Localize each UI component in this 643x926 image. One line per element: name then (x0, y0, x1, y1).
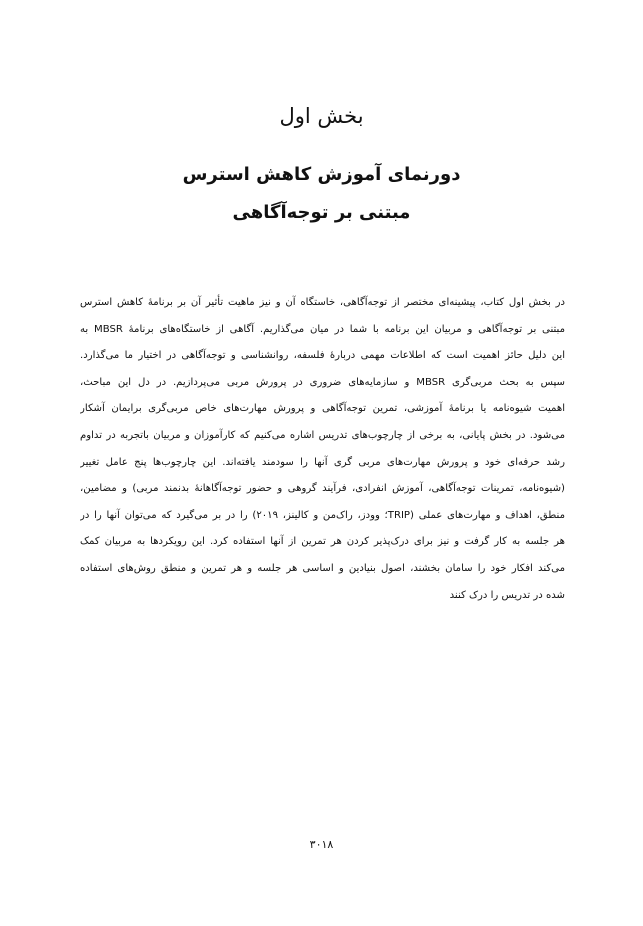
page-number: ۳۰۱۸ (309, 838, 334, 851)
body-line: می‌کند افکار خود را سامان بخشند، اصول بنیادین و اساسی هر جلسه و هر تمرین و منطق روش‌های استفاده (80, 562, 565, 574)
body-line: منطق، اهداف و مهارت‌های عملی (TRIP؛ وودز، راک‌من و کالینز، ۲۰۱۹) را در بر می‌گیرد که می‌توان آنها را در (80, 509, 565, 521)
body-line: رشد حرفه‌ای خود و پرورش مهارت‌های مربی گری آنها را سودمند یافته‌اند. این چارچوب‌ها پنج عامل تغییر (80, 456, 565, 468)
body-line: سپس به بحث مربی‌گری MBSR و سازمایه‌های ضروری در پرورش مربی می‌پردازیم. در دل این مباحث، (80, 376, 565, 388)
chapter-title-line-1: دورنمای آموزش کاهش استرس (182, 164, 461, 185)
body-line: اهمیت شیوه‌نامه یا برنامۀ آموزشی، تمرین توجه‌آگاهی و پرورش مهارت‌های خاص مربی‌گری برایمان آشکار (80, 403, 565, 415)
chapter-title-line-2: مبتنی بر توجه‌آگاهی (232, 202, 411, 223)
section-title: بخش اول (279, 104, 364, 128)
body-line: می‌شود. در بخش پایانی، به برخی از چارچوب‌های تدریس اشاره می‌کنیم که کارآموزان و مربیان باتجربه در تداوم (80, 429, 565, 441)
body-line: در بخش اول کتاب، پیشینه‌ای مختصر از توجه‌آگاهی، خاستگاه آن و نیز ماهیت تأثیر آن بر برنامۀ کاهش استرس (80, 297, 565, 308)
body-line: (شیوه‌نامه، تمرینات توجه‌آگاهی، آموزش انفرادی، فرآیند گروهی و حضور توجه‌آگاهانۀ بدنمند مربی) و مضامین، (80, 483, 565, 495)
body-line: مبتنی بر توجه‌آگاهی و مربیان این برنامه با شما در میان می‌گذاریم. آگاهی از خاستگاه‌های برنامۀ MBSR به (80, 323, 565, 335)
body-line: شده در تدریس را درک کنند (449, 589, 565, 601)
body-line: هر جلسه به کار گرفت و نیز برای درک‌پذیر کردن هر تمرین از آنها استفاده کرد. این رویکردها به مربیان کمک (80, 536, 565, 548)
chapter-title (0, 156, 643, 232)
body-line: این دلیل حائز اهمیت است که اطلاعات مهمی دربارۀ فلسفه، روانشناسی و توجه‌آگاهی در اختیار ما می‌گذارد. (80, 350, 565, 362)
body-paragraph (80, 290, 565, 609)
